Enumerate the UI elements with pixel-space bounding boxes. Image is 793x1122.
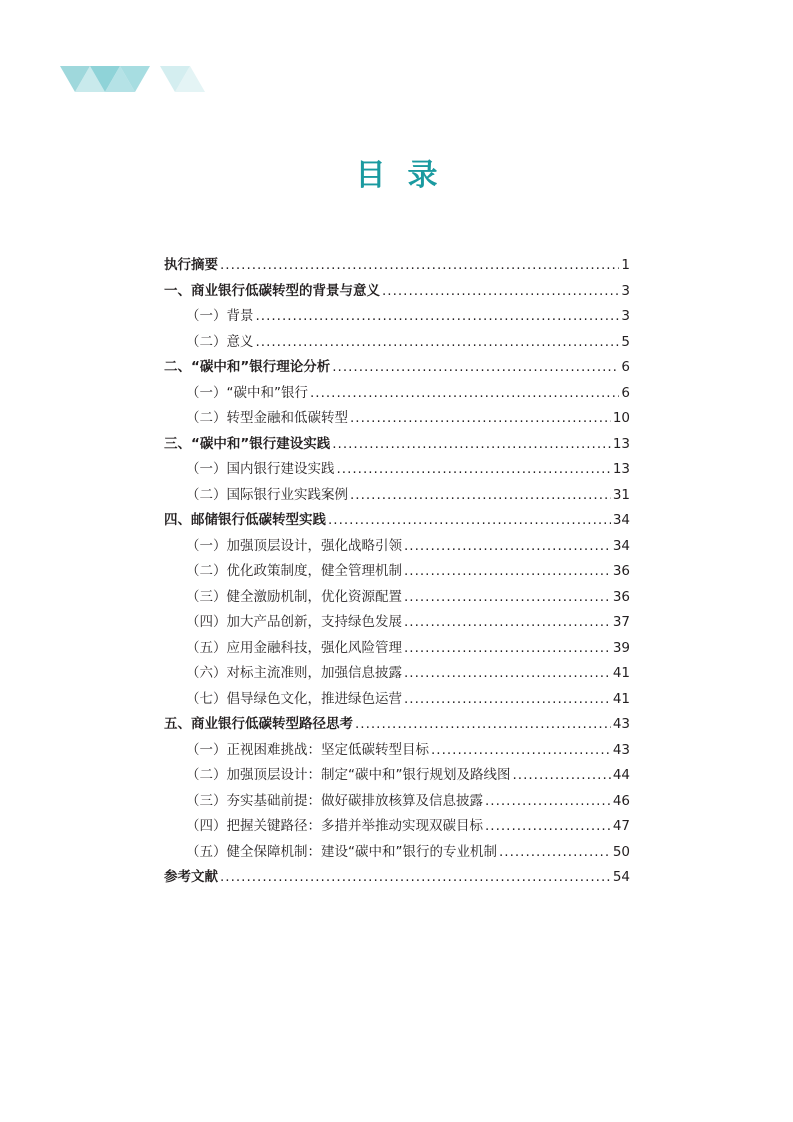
toc-entry-label: （五）健全保障机制：建设“碳中和”银行的专业机制 <box>186 843 497 860</box>
toc-leader-dots <box>499 844 611 860</box>
toc-entry-page: 10 <box>612 410 630 426</box>
toc-entry[interactable] <box>164 304 630 330</box>
toc-entry-page: 39 <box>612 639 630 656</box>
toc-entry-page: 36 <box>612 588 630 605</box>
toc-entry-label: 参考文献 <box>164 869 218 885</box>
toc-leader-dots <box>382 283 619 299</box>
toc-entry[interactable] <box>164 355 630 381</box>
toc-leader-dots <box>404 665 611 681</box>
toc-entry-label: 执行摘要 <box>164 257 218 273</box>
toc-entry-page: 50 <box>612 843 630 860</box>
toc-entry[interactable] <box>164 661 630 687</box>
toc-entry-label: （六）对标主流准则，加强信息披露 <box>186 665 402 681</box>
toc-entry-page: 36 <box>612 563 630 579</box>
toc-leader-dots <box>310 385 619 401</box>
toc-entry[interactable] <box>164 712 630 738</box>
toc-leader-dots <box>256 334 620 350</box>
toc-entry-label: （一）加强顶层设计，强化战略引领 <box>186 537 402 554</box>
table-of-contents <box>164 253 630 891</box>
toc-leader-dots <box>220 257 619 273</box>
toc-entry-label: 二、“碳中和”银行理论分析 <box>164 359 331 375</box>
toc-entry-label: （一）背景 <box>186 308 254 324</box>
toc-leader-dots <box>332 359 619 375</box>
toc-entry-label: （四）加大产品创新，支持绿色发展 <box>186 614 402 630</box>
toc-leader-dots <box>404 614 611 630</box>
page-title: 目录 <box>355 158 460 193</box>
toc-leader-dots <box>404 640 611 656</box>
toc-entry-label: 一、商业银行低碳转型的背景与意义 <box>164 282 380 299</box>
toc-leader-dots <box>485 793 611 809</box>
toc-entry[interactable] <box>164 330 630 356</box>
toc-entry-label: （三）夯实基础前提：做好碳排放核算及信息披露 <box>186 792 483 809</box>
toc-entry-page: 31 <box>612 486 630 503</box>
toc-entry-page: 43 <box>612 741 630 758</box>
toc-entry-page: 41 <box>612 690 630 707</box>
toc-leader-dots <box>328 512 611 528</box>
toc-entry[interactable] <box>164 585 630 611</box>
toc-entry[interactable] <box>164 457 630 483</box>
toc-entry[interactable] <box>164 789 630 815</box>
toc-entry-label: （二）优化政策制度，健全管理机制 <box>186 563 402 579</box>
toc-entry[interactable] <box>164 253 630 279</box>
toc-entry-page: 41 <box>612 665 630 681</box>
toc-entry-page: 1 <box>621 257 630 273</box>
toc-leader-dots <box>404 563 611 579</box>
toc-entry-label: （一）国内银行建设实践 <box>186 461 335 477</box>
toc-entry-page: 13 <box>612 461 630 477</box>
toc-leader-dots <box>332 436 611 452</box>
toc-entry[interactable] <box>164 738 630 764</box>
toc-entry[interactable] <box>164 559 630 585</box>
toc-entry-page: 6 <box>621 384 630 401</box>
toc-entry-label: （二）加强顶层设计：制定“碳中和”银行规划及路线图 <box>186 767 511 783</box>
toc-entry[interactable] <box>164 406 630 432</box>
toc-entry-label: （一）正视困难挑战：坚定低碳转型目标 <box>186 741 429 758</box>
toc-entry-page: 54 <box>612 869 630 885</box>
toc-entry-label: 五、商业银行低碳转型路径思考 <box>164 716 353 732</box>
toc-leader-dots <box>350 487 611 503</box>
toc-entry-label: （二）意义 <box>186 333 254 350</box>
toc-entry[interactable] <box>164 381 630 407</box>
toc-entry-page: 44 <box>612 767 630 783</box>
toc-entry-label: （三）健全激励机制，优化资源配置 <box>186 588 402 605</box>
toc-entry[interactable] <box>164 763 630 789</box>
toc-entry[interactable] <box>164 432 630 458</box>
toc-leader-dots <box>355 716 611 732</box>
toc-entry[interactable] <box>164 534 630 560</box>
toc-leader-dots <box>350 410 611 426</box>
toc-entry[interactable] <box>164 687 630 713</box>
toc-entry-page: 46 <box>612 792 630 809</box>
toc-entry-label: （七）倡导绿色文化，推进绿色运营 <box>186 690 402 707</box>
toc-leader-dots <box>337 461 611 477</box>
toc-leader-dots <box>404 691 611 707</box>
toc-entry-label: （二）国际银行业实践案例 <box>186 486 348 503</box>
toc-leader-dots <box>513 767 611 783</box>
toc-entry[interactable] <box>164 610 630 636</box>
toc-leader-dots <box>485 818 611 834</box>
toc-entry-label: （二）转型金融和低碳转型 <box>186 410 348 426</box>
toc-entry[interactable] <box>164 814 630 840</box>
toc-leader-dots <box>404 538 611 554</box>
toc-entry-page: 34 <box>612 512 630 528</box>
toc-entry-label: 三、“碳中和”银行建设实践 <box>164 435 331 452</box>
toc-entry[interactable] <box>164 840 630 866</box>
toc-entry-label: （一）“碳中和”银行 <box>186 384 308 401</box>
toc-entry-page: 13 <box>612 435 630 452</box>
toc-entry[interactable] <box>164 508 630 534</box>
toc-entry[interactable] <box>164 865 630 891</box>
toc-entry-page: 37 <box>612 614 630 630</box>
toc-entry[interactable] <box>164 483 630 509</box>
triangle-pattern-icon <box>60 66 210 94</box>
toc-leader-dots <box>220 869 611 885</box>
toc-entry-page: 34 <box>612 537 630 554</box>
toc-entry-page: 47 <box>612 818 630 834</box>
toc-entry-label: （五）应用金融科技，强化风险管理 <box>186 639 402 656</box>
toc-entry-label: （四）把握关键路径：多措并举推动实现双碳目标 <box>186 818 483 834</box>
toc-entry-label: 四、邮储银行低碳转型实践 <box>164 512 326 528</box>
toc-entry[interactable] <box>164 636 630 662</box>
toc-entry-page: 6 <box>621 359 630 375</box>
toc-entry[interactable] <box>164 279 630 305</box>
toc-leader-dots <box>431 742 611 758</box>
toc-leader-dots <box>256 308 620 324</box>
toc-entry-page: 3 <box>621 282 630 299</box>
toc-entry-page: 43 <box>612 716 630 732</box>
toc-leader-dots <box>404 589 611 605</box>
toc-entry-page: 5 <box>621 333 630 350</box>
toc-entry-page: 3 <box>621 308 630 324</box>
